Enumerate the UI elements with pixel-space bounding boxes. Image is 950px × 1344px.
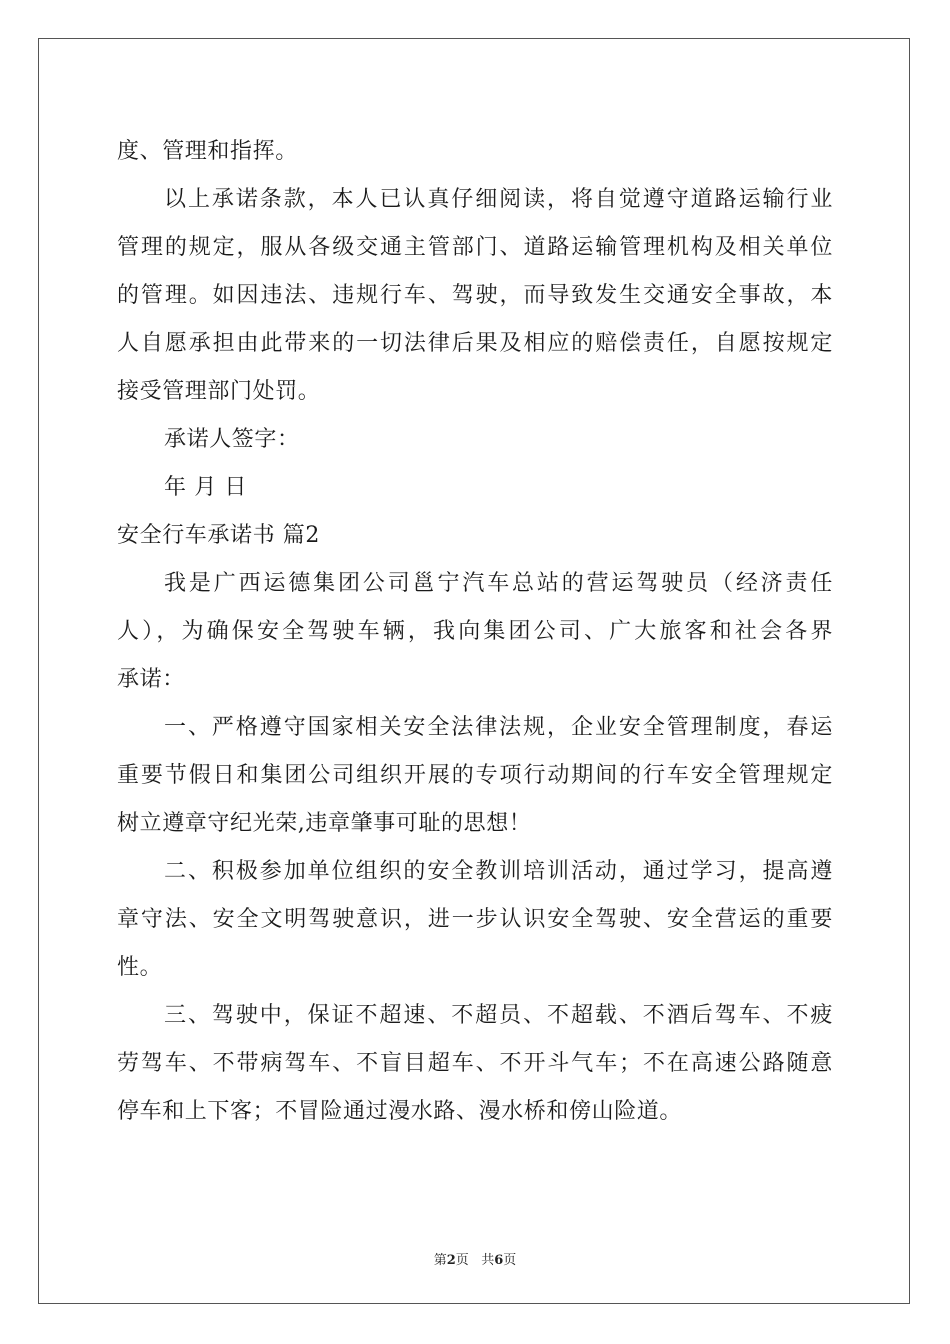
text-line: 停车和上下客；不冒险通过漫水路、漫水桥和傍山险道。 [117,1099,683,1124]
text-line: 以上承诺条款，本人已认真仔细阅读，将自觉遵守道路运输行业 [164,187,833,212]
text-line: 二、积极参加单位组织的安全教训培训活动，通过学习，提高遵 [164,859,833,884]
footer-page-suffix: 页 [455,1253,469,1268]
text-line: 承诺人签字： [164,427,300,452]
text-line: 性。 [117,955,163,980]
text-line: 管理的规定，服从各级交通主管部门、道路运输管理机构及相关单位 [117,235,833,260]
text-line: 一、严格遵守国家相关安全法律法规，企业安全管理制度，春运 [164,715,833,740]
text-line: 人），为确保安全驾驶车辆，我向集团公司、广大旅客和社会各界 [117,619,833,644]
text-line: 接受管理部门处罚。 [117,379,321,404]
text-line: 劳驾车、不带病驾车、不盲目超车、不开斗气车；不在高速公路随意 [117,1051,833,1076]
document-body [117,128,833,1136]
text-line: 安全行车承诺书 篇2 [117,523,320,548]
text-line: 重要节假日和集团公司组织开展的专项行动期间的行车安全管理规定 [117,763,833,788]
footer-total-prefix: 共 [481,1253,495,1268]
footer-total-suffix: 页 [503,1253,517,1268]
footer-prefix: 第 [433,1253,447,1268]
text-line: 年 月 日 [164,475,247,500]
page-footer [0,1249,950,1268]
text-line: 的管理。如因违法、违规行车、驾驶，而导致发生交通安全事故，本 [117,283,833,308]
text-line: 度、管理和指挥。 [117,139,298,164]
total-pages-number: 6 [494,1253,504,1268]
text-line: 三、驾驶中，保证不超速、不超员、不超载、不酒后驾车、不疲 [164,1003,833,1028]
text-line: 承诺： [117,667,185,692]
text-line: 章守法、安全文明驾驶意识，进一步认识安全驾驶、安全营运的重要 [117,907,833,932]
current-page-number: 2 [446,1253,456,1268]
text-line: 我是广西运德集团公司邕宁汽车总站的营运驾驶员（经济责任 [164,571,833,596]
text-line: 树立遵章守纪光荣,违章肇事可耻的思想！ [117,811,532,836]
text-line: 人自愿承担由此带来的一切法律后果及相应的赔偿责任，自愿按规定 [117,331,833,356]
